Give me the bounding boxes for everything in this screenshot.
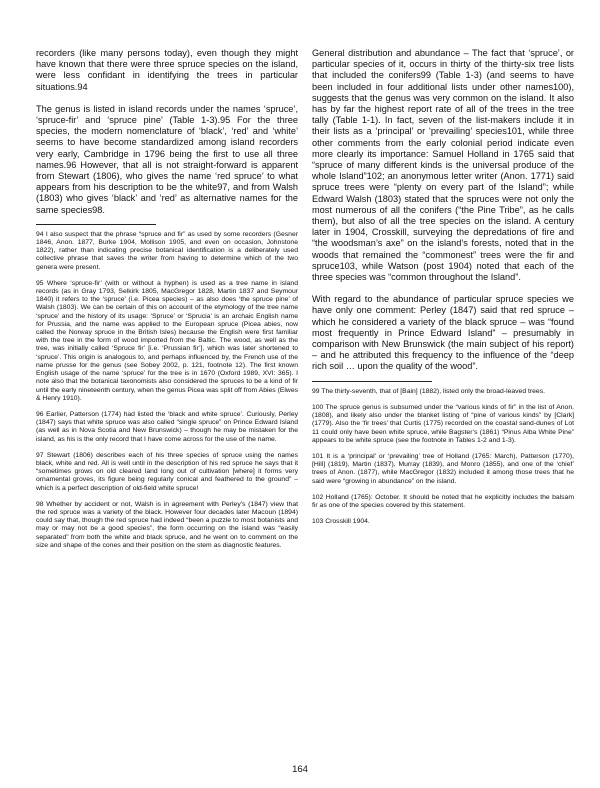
body-paragraph: recorders (like many persons today), even though they might have known that there were three spruce species on the island, were less confidant in identifying the trees in particular situations.94: [36, 48, 298, 92]
footnote-96: 96 Earlier, Patterson (1774) had listed the ‘black and white spruce’. Curiously, Perley (1847) says that white spruce was also called “single spruce” on Prince Edward Island (as well as in Nova Scotia and New Brunswick) – though he may be mistaken for the island, as his is the only record that I have come across for the use of the name.: [36, 410, 298, 443]
body-paragraph: With regard to the abundance of particular spruce species we have only one comment: Perley (1847) said that red spruce – which he considered a variety of the black spruce – was “found most frequently in Prince Edward Island” – presumably in comparison with New Brunswick (the main subject of his report) – and he attributed this frequency to the influence of the “deep rich soil … upon the quality of the wood”.: [312, 294, 574, 372]
footnote-102: 102 Holland (1765): October. It should be noted that he explicitly includes the balsam fir as one of the species covered by this statement.: [312, 493, 574, 509]
page-number: 164: [292, 764, 308, 775]
footnote-95: 95 Where ‘spruce-fir’ (with or without a hyphen) is used as a tree name in island records (as in Gray 1793, Selkirk 1805, MacGregor 1828, Martin 1837 and Seymour 1840) it refers to the ‘spruce’ (i.e. Picea species) – as also does ‘the spruce pine’ of Walsh (1803). We can be certain of this on account of the etymology of the tree name ‘spruce’ and the history of its usage: ‘Spruce’ or ‘Sprucia’ is an archaic English name for Prussia, and the name was applied to the European spruce (Picea abies, now called the Norway spruce in the British Isles) because the English were first familiar with the tree in the form of wood imported from the Baltic. The wood, as well as the tree, was initially called ‘Spruce fir’ [i.e. ‘Prussian fir’], which was later shortened to ‘spruce’. This origin is analogous to, and perhaps influenced by, the French use of the name prusse for the genus (see Sobey 2002, p. 121, footnote 12). The first known English usage of the name ‘spruce’ for the tree is in 1670 (Oxford 1989, XVI: 365). I note also that the botanical taxonomists also considered the spruces to be a kind of fir until the early nineteenth century, when the genus Picea was split off from Abies (Elwes & Henry 1910).: [36, 279, 298, 402]
footnote-98: 98 Whether by accident or not, Walsh is in agreement with Perley’s (1847) view that the red spruce was a variety of the black. However four decades later Macoun (1894) could say that, though the red spruce had indeed “been a puzzle to most botanists and may or may not be a good species”, the form occurring on the island was “easily separated” from both the white and black spruce, and he went on to comment on the size and shape of the cones and their position on the stem as diagnostic features.: [36, 500, 298, 549]
footnote-100: 100 The spruce genus is subsumed under the “various kinds of fir” in the list of Anon. (1808), and likely also under the blanket listing of “pine of various kinds” by [Clark] (1779). Also the ‘fir trees’ that Curtis (1775) recorded on the coastal sand-dunes of Lot 11 could only have been white spruce, while Bagster’s (1861) “Pinus Alba White Pine” appears to be white spruce (see the footnote in Tables 1-2 and 1-3).: [312, 403, 574, 444]
footnote-divider: [36, 224, 156, 225]
left-column: [36, 48, 298, 558]
footnote-101: 101 It is a ‘principal’ or ‘prevailing’ tree of Holland (1765: March), Patterson (1770), [Hill] (1819), Martin (1837), Murray (1839), and Monro (1855), and one of the ‘chief’ trees of Anon. (1877), while MacGregor (1832) included it among those trees that he said were “growing in abundance” on the island.: [312, 452, 574, 485]
right-column: [312, 48, 574, 534]
footnote-divider: [312, 381, 432, 382]
footnote-94: 94 I also suspect that the phrase “spruce and fir” as used by some recorders (Gesner 1846, Anon. 1877, Burke 1904, Mollison 1905, and even on occasion, Johnstone 1822), rather than indicating precise botanical identification is a deliberately used collective phrase that saves the writer from having to determine which of the two genera were present.: [36, 230, 298, 271]
footnote-99: 99 The thirty-seventh, that of [Bain] (1882), listed only the broad-leaved trees.: [312, 387, 545, 395]
footnote-97: 97 Stewart (1806) describes each of his three species of spruce using the names black, white and red. All is well until in the description of his red spruce he says that it “sometimes grows on old cleared land long out of cultivation [where] it forms very ornamental groves, its figure being regularly conical and feathered to the ground” – which is a perfect description of old-field white spruce!: [36, 451, 298, 492]
body-paragraph: General distribution and abundance – The fact that ‘spruce’, or particular species of it, occurs in thirty of the thirty-six tree lists that included the conifers99 (Table 1-3) (and seems to have been included in four additional lists under other names100), suggests that the genus was very common on the island. It also has by far the highest report rate of all of the trees in the tree tally (Table 1-1). In fact, seven of the list-makers include it in their lists as a ‘principal’ or ‘prevailing’ species101, while three other comments from the early colonial period indicate even more clearly its importance: Samuel Holland in 1765 said that “spruce of many different kinds is the universal produce of the whole Island”102; an anonymous letter writer (Anon. 1771) said spruce trees were “plenty on every part of the Island”; while Edward Walsh (1803) stated that the spruces were not only the most numerous of all the conifers (“the Pine Tribe”, as he calls them), but also of all the tree species on the island. A century later in 1904, Crosskill, surveying the depredations of fire and “the woodsman’s axe” on the island’s forests, noted that in the woods that remained the “commonest” trees were the fir and spruce103, while Watson (post 1904) noted that each of the three species was “common throughout the Island”.: [312, 48, 574, 283]
body-paragraph: The genus is listed in island records under the names ‘spruce’, ‘spruce-fir’ and ‘spruce pine’ (Table 1-3).95 For the three species, the modern nomenclature of ‘black’, ‘red’ and ‘white’ seems to have become standardized among island recorders very early, Cambridge in 1796 being the first to use all three names.96 However, that all is not straight-forward is apparent from Stewart (1806), who gives the name ‘red spruce’ to what appears from his description to be the white97, and from Walsh (1803) who gives ‘black’ and ‘red’ as alternative names for the same species98.: [36, 103, 298, 215]
footnote-103: 103 Crosskill 1904.: [312, 518, 370, 526]
